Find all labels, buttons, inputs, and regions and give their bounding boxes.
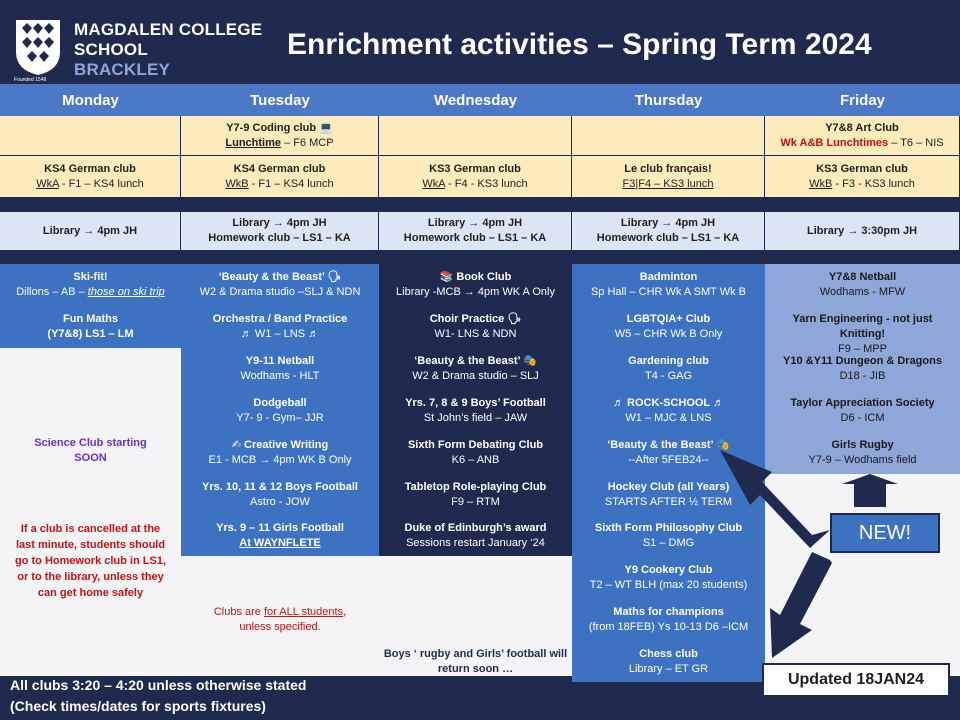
lunch1-tuesday-room: – F6 MCP (281, 136, 334, 149)
friday-item-1 (765, 312, 960, 357)
lunch1-wednesday (379, 116, 572, 156)
friday-item-4-title: Girls Rugby (831, 439, 894, 451)
tuesday-item-1 (181, 312, 379, 342)
thursday-item-1-title: LGBTQIA+ Club (626, 313, 711, 325)
tuesday-item-1-detail: ♬ W1 – LNS ♬ (240, 328, 320, 340)
tuesday-note-d: unless specified. (239, 621, 321, 633)
lunch2-tuesday (181, 156, 379, 198)
thursday-item-4-detail: --After 5FEB24-- (628, 454, 709, 466)
lunch2-friday-week: WkB (809, 177, 833, 190)
tuesday-item-3 (181, 396, 379, 426)
lunch2-monday (0, 156, 181, 198)
lunch2-wednesday-room: - F4 - KS3 lunch (445, 177, 528, 190)
thursday-item-7-detail: T2 – WT BLH (max 20 students) (589, 579, 748, 591)
monday-science-line1: Science Club starting (34, 437, 147, 449)
tuesday-item-6-title: Yrs. 9 – 11 Girls Football (216, 522, 344, 534)
friday-item-0 (765, 270, 960, 300)
lunch2-wednesday-title: KS3 German club (429, 162, 521, 175)
wednesday-item-5 (379, 480, 572, 510)
friday-item-3 (765, 396, 960, 426)
tuesday-blue-block (181, 264, 379, 556)
thursday-item-9-title: Chess club (639, 648, 698, 660)
wednesday-item-3-title: Yrs. 7, 8 & 9 Boys’ Football (405, 397, 546, 409)
monday-skifit-who: those on ski trip (87, 286, 165, 298)
lunch2-friday (765, 156, 960, 198)
friday-item-1-title: Yarn Engineering - not just Knitting! (792, 313, 933, 340)
day-header-tuesday: Tuesday (181, 84, 379, 116)
lunch2-wednesday (379, 156, 572, 198)
tuesday-item-3-title: Dodgeball (253, 397, 307, 409)
day-header-thursday: Thursday (572, 84, 765, 116)
monday-skifit-room: Dillons – AB – (16, 286, 88, 298)
school-name-line2: SCHOOL (74, 40, 148, 59)
thursday-item-8-title: Maths for champions (613, 606, 724, 618)
thursday-item-6-title: Sixth Form Philosophy Club (594, 522, 743, 534)
lunch2-wednesday-week: WkA (422, 177, 446, 190)
library-tuesday-line1: Library → 4pm JH (232, 217, 327, 229)
lunch1-tuesday (181, 116, 379, 156)
lunch2-thursday-title: Le club français! (624, 162, 712, 175)
library-thursday-line2: Homework club – LS1 – KA (596, 232, 740, 244)
updated-badge: Updated 18JAN24 (762, 663, 950, 697)
lunch1-tuesday-title: Y7-9 Coding club 💻 (226, 121, 333, 134)
library-wednesday-line2: Homework club – LS1 – KA (403, 232, 547, 244)
wednesday-item-6-detail: Sessions restart January ‘24 (406, 537, 545, 549)
lunch2-monday-week: WkA (36, 177, 59, 190)
thursday-item-3-detail: W1 – MJC & LNS (625, 412, 712, 424)
library-thursday (572, 212, 765, 250)
school-name (74, 20, 262, 80)
lunch2-thursday (572, 156, 765, 198)
library-friday-line1: Library → 3:30pm JH (806, 224, 918, 237)
tuesday-item-0-title: ‘Beauty & the Beast’ 🗣 (218, 271, 342, 283)
thursday-item-7-title: Y9 Cookery Club (624, 564, 713, 576)
wednesday-item-4 (379, 438, 572, 468)
thursday-item-0 (572, 270, 765, 300)
cancel-notice: If a club is cancelled at the last minute, students should go to Homework club in LS1, or to the library, unless they can get home safely (15, 523, 166, 599)
tuesday-item-5-title: Yrs. 10, 11 & 12 Boys Football (202, 481, 358, 493)
wednesday-navy-block (379, 264, 572, 556)
wednesday-item-1-detail: W1- LNS & NDN (434, 328, 517, 340)
thursday-item-4-title: ‘Beauty & the Beast’ 🎭 (607, 439, 730, 451)
lunch1-friday-weeks: Wk A&B Lunchtimes (780, 136, 889, 149)
monday-funmaths-room: (Y7&8) LS1 – LM (47, 328, 134, 340)
wednesday-item-4-title: Sixth Form Debating Club (407, 439, 544, 451)
wednesday-item-2 (379, 354, 572, 384)
footer-line2: (Check times/dates for sports fixtures) (10, 698, 266, 714)
school-crest-icon (14, 18, 62, 76)
friday-item-2 (765, 354, 960, 384)
tuesday-item-3-detail: Y7- 9 - Gym– JJR (236, 412, 324, 424)
lunch1-thursday (572, 116, 765, 156)
tuesday-item-4-title: ✍ Creative Writing (231, 439, 329, 451)
tuesday-item-1-title: Orchestra / Band Practice (212, 313, 348, 325)
thursday-item-3-title: ♬ ROCK-SCHOOL ♬ (612, 397, 725, 409)
thursday-item-3 (572, 396, 765, 426)
tuesday-item-0-detail: W2 & Drama studio –SLJ & NDN (199, 286, 361, 298)
lunch2-friday-room: - F3 - KS3 lunch (832, 177, 915, 190)
friday-item-0-title: Y7&8 Netball (828, 271, 897, 283)
lunch2-tuesday-room: - F1 – KS4 lunch (248, 177, 334, 190)
friday-item-1-detail: F9 – MPP (838, 343, 887, 355)
monday-skifit (0, 270, 181, 300)
school-name-line3: BRACKLEY (74, 60, 171, 79)
library-thursday-line1: Library → 4pm JH (620, 217, 716, 229)
library-monday-line1: Library → 4pm JH (42, 224, 138, 237)
thursday-item-8-detail: (from 18FEB) Ys 10-13 D6 –ICM (588, 621, 749, 633)
monday-science-club (0, 436, 181, 466)
tuesday-item-4-detail: E1 - MCB → 4pm WK B Only (208, 454, 352, 466)
monday-funmaths (0, 312, 181, 342)
wednesday-item-3 (379, 396, 572, 426)
lunch1-tuesday-time: Lunchtime (225, 136, 282, 149)
wednesday-item-5-detail: F9 – RTM (451, 496, 500, 508)
friday-item-4-detail: Y7-9 – Wodhams field (808, 454, 917, 466)
thursday-item-5-detail: STARTS AFTER ½ TERM (604, 496, 733, 508)
wednesday-item-3-detail: St John’s field – JAW (423, 412, 528, 424)
wednesday-item-6-title: Duke of Edinburgh’s award (404, 522, 547, 534)
monday-funmaths-title: Fun Maths (63, 313, 118, 325)
lunch1-friday-title: Y7&8 Art Club (825, 121, 899, 134)
tuesday-item-6-detail: At WAYNFLETE (239, 537, 321, 549)
monday-blue-block (0, 264, 181, 348)
thursday-item-6-detail: S1 – DMG (642, 537, 695, 549)
new-badge: NEW! (830, 513, 940, 553)
monday-science-line2: SOON (74, 452, 107, 464)
lunch1-monday (0, 116, 181, 156)
tuesday-note-a: Clubs are (213, 606, 264, 618)
wednesday-item-1 (379, 312, 572, 342)
tuesday-item-4 (181, 438, 379, 468)
founded-label: Founded 1548 (14, 77, 47, 83)
friday-item-3-detail: D6 - ICM (840, 412, 885, 424)
thursday-item-2-detail: T4 - GAG (644, 370, 693, 382)
library-tuesday (181, 212, 379, 250)
tuesday-note-c: , (343, 606, 347, 618)
library-monday (0, 212, 181, 250)
friday-item-0-detail: Wodhams - MFW (819, 286, 906, 298)
tuesday-note-b: for ALL students (263, 606, 344, 618)
wednesday-item-0-title: 📚 Book Club (439, 271, 512, 283)
thursday-item-0-title: Badminton (639, 271, 698, 283)
monday-skifit-title: Ski-fit! (73, 271, 108, 283)
tuesday-item-0 (181, 270, 379, 300)
lunch2-friday-title: KS3 German club (816, 162, 908, 175)
wednesday-note: Boys ‘ rugby and Girls’ football will return soon … (383, 648, 568, 675)
tuesday-item-2-detail: Wodhams - HLT (240, 370, 320, 382)
wednesday-item-0-detail: Library -MCB → 4pm WK A Only (396, 286, 555, 298)
library-tuesday-line2: Homework club – LS1 – KA (208, 232, 351, 244)
tuesday-item-2-title: Y9-11 Netball (245, 355, 315, 367)
lunch2-monday-title: KS4 German club (44, 162, 136, 175)
tuesday-item-5 (181, 480, 379, 510)
wednesday-item-2-detail: W2 & Drama studio – SLJ (412, 370, 539, 382)
lunch2-monday-room: - F1 – KS4 lunch (58, 177, 144, 190)
library-wednesday-line1: Library → 4pm JH (427, 217, 523, 229)
friday-item-2-title: Y10 &Y11 Dungeon & Dragons (783, 355, 942, 367)
tuesday-item-2 (181, 354, 379, 384)
new-arrows-icon (700, 440, 960, 670)
thursday-item-9-detail: Library – ET GR (628, 663, 709, 675)
thursday-item-0-detail: Sp Hall – CHR Wk A SMT Wk B (590, 286, 747, 298)
wednesday-item-4-detail: K6 – ANB (451, 454, 500, 466)
lunch1-friday-room: – T6 – NIS (888, 136, 944, 149)
thursday-item-5-title: Hockey Club (all Years) (607, 481, 730, 493)
day-header-friday: Friday (765, 84, 960, 116)
tuesday-note (181, 605, 379, 635)
friday-item-3-title: Taylor Appreciation Society (790, 397, 935, 409)
thursday-item-2-title: Gardening club (628, 355, 709, 367)
wednesday-item-5-title: Tabletop Role-playing Club (404, 481, 547, 493)
school-name-line1: MAGDALEN COLLEGE (74, 20, 263, 39)
wednesday-item-1-title: Choir Practice 🗣 (429, 313, 522, 325)
footer-line1: All clubs 3:20 – 4:20 unless otherwise stated (10, 677, 307, 693)
tuesday-item-6 (181, 521, 379, 551)
wednesday-item-0 (379, 270, 572, 300)
day-header-wednesday: Wednesday (379, 84, 572, 116)
lunch1-friday (765, 116, 960, 156)
wednesday-item-6 (379, 521, 572, 551)
library-wednesday (379, 212, 572, 250)
thursday-item-1 (572, 312, 765, 342)
thursday-item-1-detail: W5 – CHR Wk B Only (614, 328, 723, 340)
lunch2-tuesday-title: KS4 German club (233, 162, 326, 175)
lunch2-tuesday-week: WkB (225, 177, 249, 190)
lunch2-thursday-room: F3|F4 – KS3 lunch (622, 177, 714, 190)
tuesday-item-5-detail: Astro - JOW (250, 496, 310, 508)
thursday-item-2 (572, 354, 765, 384)
day-header-monday: Monday (0, 84, 181, 116)
wednesday-item-2-title: ‘Beauty & the Beast’ 🎭 (414, 355, 537, 367)
page-title: Enrichment activities – Spring Term 2024 (287, 28, 872, 61)
library-friday (765, 212, 960, 250)
friday-item-2-detail: D18 - JIB (839, 370, 886, 382)
